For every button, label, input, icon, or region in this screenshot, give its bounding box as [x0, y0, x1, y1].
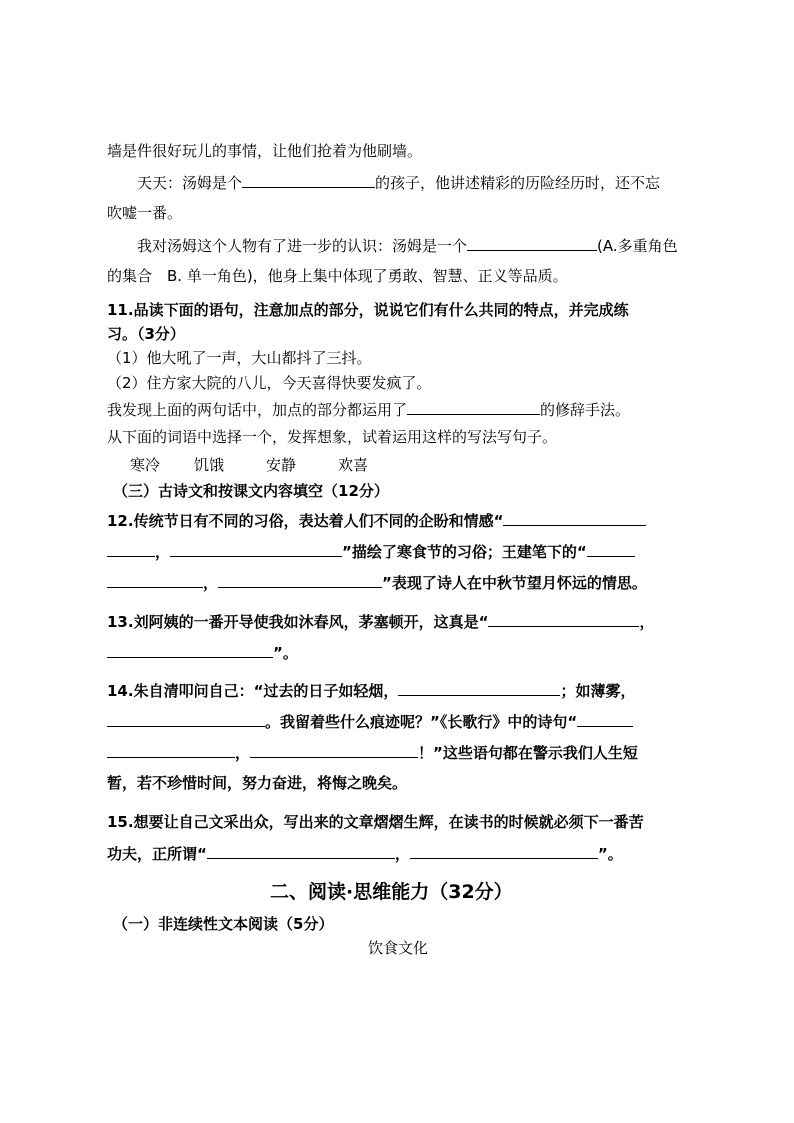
answer-blank[interactable] — [242, 172, 375, 188]
answer-blank[interactable] — [577, 711, 633, 727]
q11-prompt-2: 习。（3分） — [107, 325, 185, 343]
answer-blank[interactable] — [170, 541, 342, 557]
q11-prompt-1: 11.品读下面的语句，注意加点的部分，说说它们有什么共同的特点，并完成练 — [107, 301, 629, 319]
answer-blank[interactable] — [107, 541, 155, 557]
word-option: 欢喜 — [338, 456, 369, 474]
answer-blank[interactable] — [218, 572, 382, 588]
article-title: 饮食文化 — [368, 939, 429, 957]
answer-blank[interactable] — [107, 572, 203, 588]
q14-line-2: 。我留着些什么痕迹呢？”《长歌行》中的诗句“ — [107, 711, 633, 732]
answer-blank[interactable] — [107, 742, 235, 758]
answer-blank[interactable] — [207, 843, 395, 859]
word-option: 安静 — [266, 456, 297, 474]
answer-blank[interactable] — [488, 611, 639, 627]
answer-blank[interactable] — [107, 711, 265, 727]
answer-blank[interactable] — [250, 742, 418, 758]
p10-line-5: 的集合 B. 单一角色)，他身上集中体现了勇敢、智慧、正义等品质。 — [107, 267, 568, 285]
q15-line-2: 功夫，正所谓“ ， ”。 — [107, 845, 623, 863]
p10-line-4: 我对汤姆这个人物有了进一步的认识：汤姆是一个 (A.多重角色 — [137, 237, 678, 255]
answer-blank[interactable] — [407, 399, 540, 415]
p10-line-1: 墙是件很好玩儿的事情，让他们抢着为他刷墙。 — [107, 142, 423, 160]
q11-instruction: 从下面的词语中选择一个，发挥想象，试着运用这样的写法写句子。 — [107, 428, 558, 446]
q15-line-1: 15.想要让自己文采出众，写出来的文章熠熠生辉，在读书的时候就必须下一番苦 — [107, 813, 644, 831]
part-2-subsection-heading: （一）非连续性文本阅读（5分） — [113, 915, 334, 933]
q12-line-2: ， ”描绘了寒食节的习俗；王建笔下的“ — [107, 541, 635, 562]
answer-blank[interactable] — [398, 680, 560, 696]
p10-line-3: 吹嘘一番。 — [107, 204, 183, 222]
part-2-heading: 二、阅读·思维能力（32分） — [270, 881, 513, 903]
section-3-heading: （三）古诗文和按课文内容填空（12分） — [113, 482, 389, 500]
q13-line-2: ”。 — [107, 642, 298, 663]
q11-fill-line: 我发现上面的两句话中，加点的部分都运用了 的修辞手法。 — [107, 401, 631, 419]
q11-sentence-2: （2）住方家大院的八儿，今天喜得快要发疯了。 — [107, 374, 432, 392]
q14-line-4: 暂，若不珍惜时间，努力奋进，将悔之晚矣。 — [107, 774, 408, 792]
q13-line-1: 13.刘阿姨的一番开导使我如沐春风，茅塞顿开，这真是“ ， — [107, 613, 655, 631]
answer-blank[interactable] — [410, 843, 598, 859]
q14-line-3: ， ！”这些语句都在警示我们人生短 — [107, 742, 638, 763]
answer-blank[interactable] — [467, 235, 597, 251]
word-option: 寒冷 — [130, 456, 161, 474]
answer-blank[interactable] — [107, 642, 273, 658]
q11-word-list — [130, 455, 368, 475]
q12-line-3: ， ”表现了诗人在中秋节望月怀远的情思。 — [107, 572, 647, 593]
q12-line-1: 12.传统节日有不同的习俗，表达着人们不同的企盼和情感“ — [107, 510, 646, 531]
answer-blank[interactable] — [503, 510, 646, 526]
answer-blank[interactable] — [587, 541, 635, 557]
word-option: 饥饿 — [194, 456, 225, 474]
q14-line-1: 14.朱自清叩问自己：“过去的日子如轻烟， ；如薄雾， — [107, 682, 636, 700]
p10-line-2: 天天：汤姆是个 的孩子，他讲述精彩的历险经历时，还不忘 — [137, 174, 661, 192]
q11-sentence-1: （1）他大吼了一声，大山都抖了三抖。 — [107, 349, 372, 367]
